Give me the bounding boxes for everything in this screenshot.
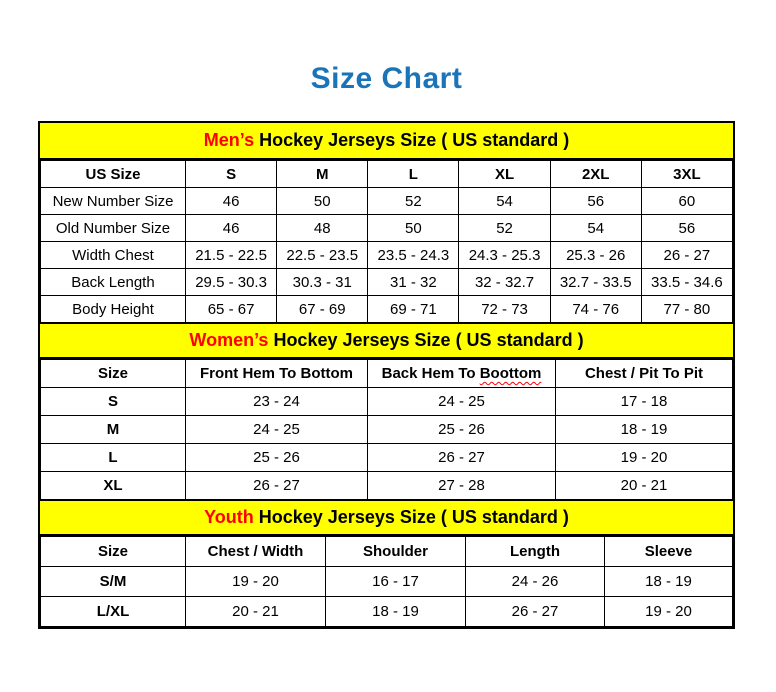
table-row — [41, 188, 733, 215]
value-cell: 52 — [459, 215, 550, 242]
section-title-womens-rest: Hockey Jerseys Size ( US standard ) — [268, 330, 584, 350]
value-cell: 74 - 76 — [550, 296, 641, 323]
value-cell: 19 - 20 — [556, 444, 733, 472]
row-label-cell: Back Length — [41, 269, 186, 296]
mens-header-row — [41, 161, 733, 188]
value-cell: 65 - 67 — [186, 296, 277, 323]
size-chart-tables — [38, 121, 735, 629]
value-cell: 48 — [277, 215, 368, 242]
column-header-cell: L — [368, 161, 459, 188]
value-cell: 24 - 25 — [368, 388, 556, 416]
column-header-cell: US Size — [41, 161, 186, 188]
value-cell: 27 - 28 — [368, 472, 556, 500]
table-row — [41, 269, 733, 296]
youth-size-table — [40, 536, 733, 627]
column-header-cell: M — [277, 161, 368, 188]
value-cell: 17 - 18 — [556, 388, 733, 416]
value-cell: 25 - 26 — [186, 444, 368, 472]
value-cell: 20 - 21 — [186, 597, 326, 627]
table-row — [41, 444, 733, 472]
column-header-cell: Front Hem To Bottom — [186, 360, 368, 388]
row-label-cell: S — [41, 388, 186, 416]
column-header-cell: Chest / Pit To Pit — [556, 360, 733, 388]
value-cell: 52 — [368, 188, 459, 215]
column-header-cell — [368, 360, 556, 388]
value-cell: 33.5 - 34.6 — [641, 269, 732, 296]
row-label-cell: M — [41, 416, 186, 444]
section-title-youth — [40, 499, 733, 536]
value-cell: 30.3 - 31 — [277, 269, 368, 296]
value-cell: 26 - 27 — [641, 242, 732, 269]
youth-header-row — [41, 537, 733, 567]
value-cell: 18 - 19 — [326, 597, 466, 627]
row-label-cell: New Number Size — [41, 188, 186, 215]
value-cell: 23 - 24 — [186, 388, 368, 416]
table-row — [41, 416, 733, 444]
value-cell: 24 - 25 — [186, 416, 368, 444]
section-title-youth-accent: Youth — [204, 507, 254, 527]
page-title: Size Chart — [310, 62, 463, 95]
value-cell: 56 — [550, 188, 641, 215]
womens-size-table — [40, 359, 733, 500]
value-cell: 29.5 - 30.3 — [186, 269, 277, 296]
value-cell: 26 - 27 — [466, 597, 605, 627]
column-header-cell: 3XL — [641, 161, 732, 188]
value-cell: 60 — [641, 188, 732, 215]
value-cell: 21.5 - 22.5 — [186, 242, 277, 269]
row-label-cell: Old Number Size — [41, 215, 186, 242]
value-cell: 50 — [277, 188, 368, 215]
column-header-cell: S — [186, 161, 277, 188]
table-row — [41, 567, 733, 597]
table-row — [41, 388, 733, 416]
value-cell: 56 — [641, 215, 732, 242]
row-label-cell: L — [41, 444, 186, 472]
value-cell: 31 - 32 — [368, 269, 459, 296]
row-label-cell: XL — [41, 472, 186, 500]
value-cell: 46 — [186, 215, 277, 242]
value-cell: 23.5 - 24.3 — [368, 242, 459, 269]
value-cell: 19 - 20 — [186, 567, 326, 597]
column-header-text: Back Hem To — [381, 365, 480, 382]
value-cell: 54 — [550, 215, 641, 242]
row-label-cell: L/XL — [41, 597, 186, 627]
table-row — [41, 215, 733, 242]
section-title-womens-accent: Women’s — [189, 330, 269, 350]
value-cell: 19 - 20 — [605, 597, 733, 627]
value-cell: 67 - 69 — [277, 296, 368, 323]
value-cell: 26 - 27 — [186, 472, 368, 500]
value-cell: 26 - 27 — [368, 444, 556, 472]
column-header-cell: Shoulder — [326, 537, 466, 567]
table-row — [41, 472, 733, 500]
value-cell: 25.3 - 26 — [550, 242, 641, 269]
value-cell: 77 - 80 — [641, 296, 732, 323]
column-header-cell: Size — [41, 537, 186, 567]
value-cell: 16 - 17 — [326, 567, 466, 597]
column-header-cell: Chest / Width — [186, 537, 326, 567]
row-label-cell: S/M — [41, 567, 186, 597]
column-header-cell: Sleeve — [605, 537, 733, 567]
section-title-mens-accent: Men’s — [203, 130, 255, 150]
column-header-cell: XL — [459, 161, 550, 188]
misspelled-word: Boottom — [479, 365, 542, 382]
section-title-womens — [40, 322, 733, 359]
section-title-mens — [40, 123, 733, 160]
value-cell: 18 - 19 — [556, 416, 733, 444]
value-cell: 72 - 73 — [459, 296, 550, 323]
section-title-youth-rest: Hockey Jerseys Size ( US standard ) — [253, 507, 569, 527]
row-label-cell: Body Height — [41, 296, 186, 323]
value-cell: 24 - 26 — [466, 567, 605, 597]
column-header-cell: Size — [41, 360, 186, 388]
column-header-cell: 2XL — [550, 161, 641, 188]
row-label-cell: Width Chest — [41, 242, 186, 269]
value-cell: 54 — [459, 188, 550, 215]
mens-size-table — [40, 160, 733, 323]
value-cell: 32.7 - 33.5 — [550, 269, 641, 296]
value-cell: 25 - 26 — [368, 416, 556, 444]
womens-header-row — [41, 360, 733, 388]
value-cell: 50 — [368, 215, 459, 242]
table-row — [41, 597, 733, 627]
value-cell: 20 - 21 — [556, 472, 733, 500]
value-cell: 46 — [186, 188, 277, 215]
table-row — [41, 242, 733, 269]
value-cell: 32 - 32.7 — [459, 269, 550, 296]
value-cell: 69 - 71 — [368, 296, 459, 323]
value-cell: 18 - 19 — [605, 567, 733, 597]
value-cell: 22.5 - 23.5 — [277, 242, 368, 269]
table-row — [41, 296, 733, 323]
section-title-mens-rest: Hockey Jerseys Size ( US standard ) — [254, 130, 570, 150]
column-header-cell: Length — [466, 537, 605, 567]
value-cell: 24.3 - 25.3 — [459, 242, 550, 269]
